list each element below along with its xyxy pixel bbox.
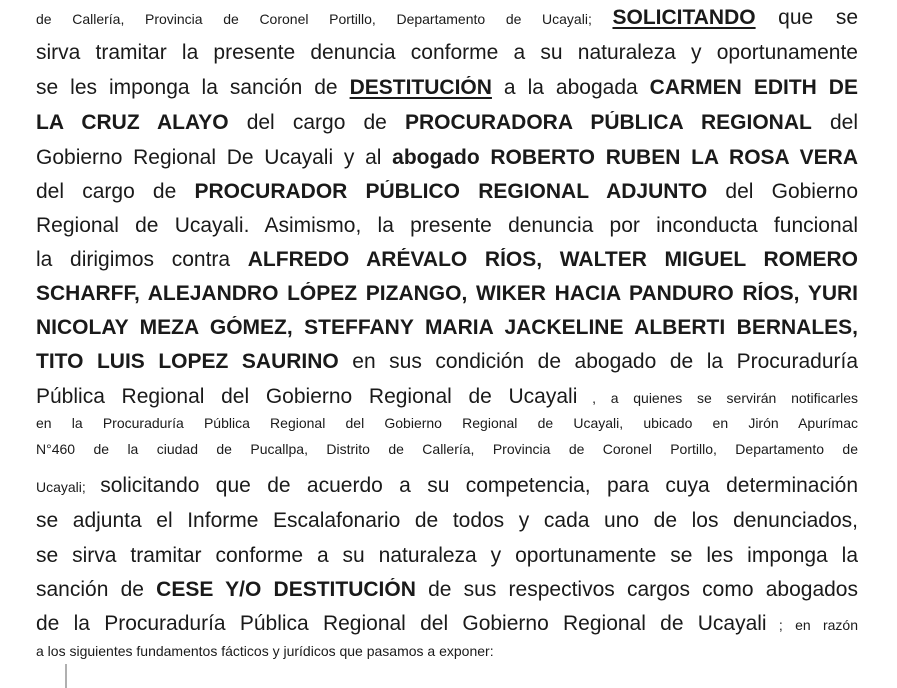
text-line — [36, 41, 858, 65]
text-line — [36, 643, 858, 659]
text-segment: TITO LUIS LOPEZ SAURINO — [36, 350, 339, 373]
text-segment: de sus respectivos cargos como abogados — [415, 578, 858, 601]
text-segment: del cargo de — [36, 180, 195, 203]
text-segment: solicitando que de acuerdo a su competencia, para cuya determinación — [100, 474, 858, 497]
text-segment: NICOLAY MEZA GÓMEZ, STEFFANY MARIA JACKELINE ALBERTI BERNALES, — [36, 316, 858, 339]
text-line — [36, 578, 858, 602]
text-line — [36, 544, 858, 568]
text-segment: , a quienes se servirán notificarles — [577, 390, 858, 406]
text-line — [36, 350, 858, 374]
text-segment: sanción de — [36, 578, 157, 601]
text-line — [36, 474, 858, 498]
text-line — [36, 612, 858, 636]
text-segment: N°460 de la ciudad de Pucallpa, Distrito de Callería, Provincia de Coronel Portillo, Departamento de — [36, 441, 858, 457]
text-segment: de la Procuraduría Pública Regional del Gobierno Regional de Ucayali — [36, 612, 767, 635]
text-segment: sirva tramitar la presente denuncia conforme a su naturaleza y oportunamente — [36, 41, 858, 64]
text-line — [36, 6, 858, 30]
text-line — [36, 282, 858, 306]
text-segment: SCHARFF, ALEJANDRO LÓPEZ PIZANGO, WIKER HACIA PANDURO RÍOS, YURI — [36, 282, 858, 305]
text-line — [36, 76, 858, 100]
text-segment: abogado ROBERTO RUBEN LA ROSA VERA — [392, 146, 858, 169]
text-segment: a la abogada — [491, 76, 650, 99]
text-segment: de Callería, Provincia de Coronel Portillo, Departamento de Ucayali; — [36, 11, 613, 27]
text-line — [36, 316, 858, 340]
text-segment: Gobierno Regional De Ucayali y al — [36, 146, 393, 169]
text-line — [36, 111, 858, 135]
text-line — [36, 248, 858, 272]
text-line — [36, 441, 858, 457]
margin-mark — [65, 664, 67, 688]
text-segment: Regional de Ucayali. Asimismo, la presente denuncia por inconducta funcional — [36, 214, 858, 237]
text-segment: la dirigimos contra — [36, 248, 248, 271]
text-segment: se les imponga la sanción de — [36, 76, 350, 99]
text-segment: del cargo de — [228, 111, 405, 134]
text-segment: ; en razón — [766, 617, 858, 633]
text-segment: CESE Y/O DESTITUCIÓN — [156, 578, 416, 601]
text-segment: en sus condición de abogado de la Procuraduría — [338, 350, 858, 373]
text-segment: en la Procuraduría Pública Regional del Gobierno Regional de Ucayali, ubicado en Jirón Apurímac — [36, 415, 858, 431]
text-segment: Pública Regional del Gobierno Regional de Ucayali — [36, 385, 578, 408]
text-segment: LA CRUZ ALAYO — [36, 111, 229, 134]
text-segment: se adjunta el Informe Escalafonario de todos y cada uno de los denunciados, — [36, 509, 858, 532]
text-segment: que se — [755, 6, 858, 29]
text-line — [36, 415, 858, 431]
text-segment: a los siguientes fundamentos fácticos y jurídicos que pasamos a exponer: — [36, 643, 494, 659]
text-segment: DESTITUCIÓN — [349, 76, 492, 99]
text-segment: PROCURADORA PÚBLICA REGIONAL — [404, 111, 812, 134]
text-segment: ALFREDO ARÉVALO RÍOS, WALTER MIGUEL ROMERO — [247, 248, 858, 271]
text-segment: se sirva tramitar conforme a su naturaleza y oportunamente se les imponga la — [36, 544, 858, 567]
text-line — [36, 180, 858, 204]
text-line — [36, 214, 858, 238]
text-line — [36, 146, 858, 170]
text-segment: SOLICITANDO — [612, 6, 756, 29]
text-segment: del Gobierno — [707, 180, 858, 203]
text-segment: PROCURADOR PÚBLICO REGIONAL ADJUNTO — [194, 180, 708, 203]
text-line — [36, 509, 858, 533]
text-segment: CARMEN EDITH DE — [649, 76, 858, 99]
text-segment: del — [811, 111, 858, 134]
text-line — [36, 385, 858, 409]
text-segment: Ucayali; — [36, 479, 101, 495]
